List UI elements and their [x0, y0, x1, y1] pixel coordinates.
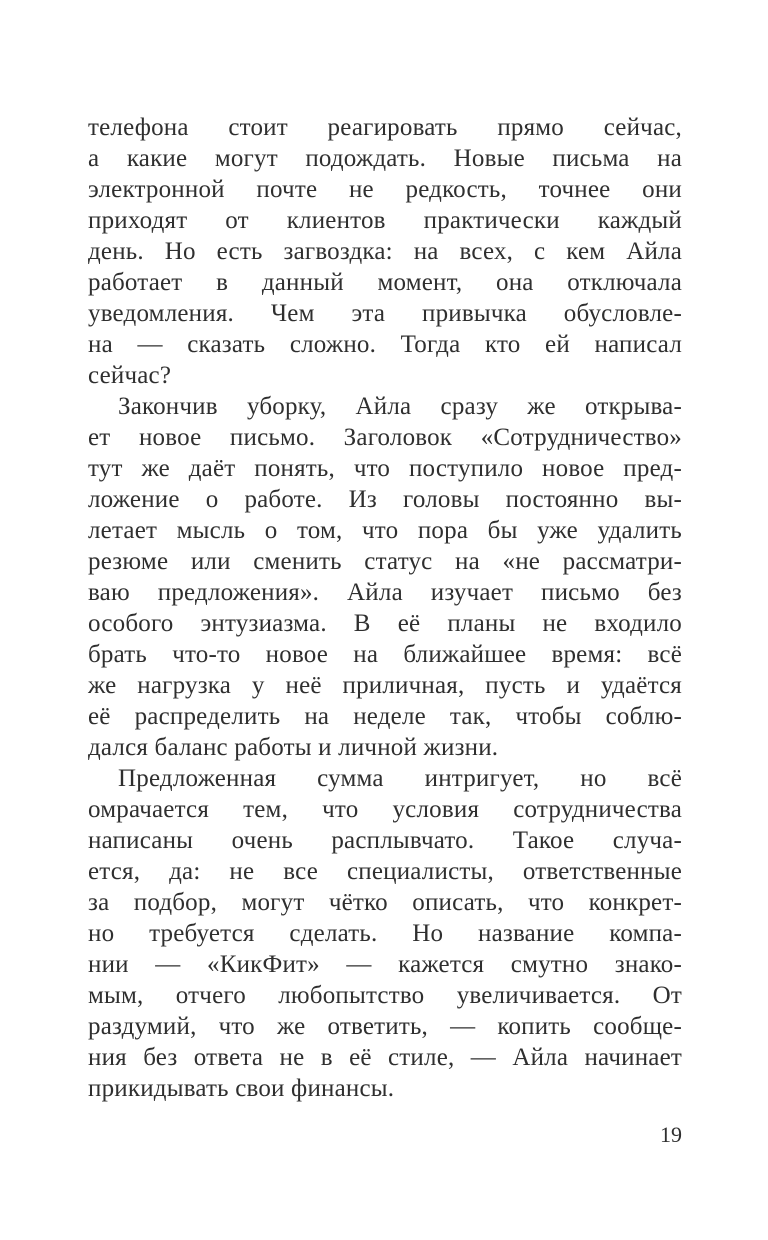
text-line: ложение о работе. Из головы постоянно вы-: [88, 486, 682, 513]
text-line: же нагрузка у неё приличная, пусть и удаётся: [88, 672, 682, 699]
paragraph-1: [88, 112, 682, 391]
text-line: летает мысль о том, что пора бы уже удалить: [88, 517, 682, 544]
text-line: омрачается тем, что условия сотрудничества: [88, 796, 682, 823]
text-line: сейчас?: [88, 362, 172, 389]
page-number: 19: [660, 1122, 682, 1147]
text-line: брать что-то новое на ближайшее время: всё: [88, 641, 682, 668]
text-line: нии — «КикФит» — кажется смутно знако-: [88, 951, 682, 978]
text-line: прикидывать свои финансы.: [88, 1075, 395, 1102]
text-line: электронной почте не редкость, точнее они: [88, 176, 682, 203]
text-line: тут же даёт понять, что поступило новое пред-: [88, 455, 682, 482]
text-line: ваю предложения». Айла изучает письмо без: [88, 579, 682, 606]
text-line: за подбор, могут чётко описать, что конкрет-: [88, 889, 682, 916]
text-line: день. Но есть загвоздка: на всех, с кем Айла: [88, 238, 682, 265]
text-line: мым, отчего любопытство увеличивается. От: [88, 982, 682, 1009]
text-line: а какие могут подождать. Новые письма на: [88, 145, 682, 172]
paragraph-2: [88, 391, 682, 763]
text-line: телефона стоит реагировать прямо сейчас,: [88, 114, 682, 141]
text-line: особого энтузиазма. В её планы не входило: [88, 610, 682, 637]
text-line: Закончив уборку, Айла сразу же открыва-: [118, 393, 682, 420]
text-line: её распределить на неделе так, чтобы соблю-: [88, 703, 682, 730]
text-line: дался баланс работы и личной жизни.: [88, 734, 499, 761]
text-line: ется, да: не все специалисты, ответственные: [88, 858, 682, 885]
text-line: приходят от клиентов практически каждый: [88, 207, 682, 234]
text-line: на — сказать сложно. Тогда кто ей написал: [88, 331, 682, 358]
text-line: резюме или сменить статус на «не рассматри-: [88, 548, 682, 575]
text-line: уведомления. Чем эта привычка обусловле-: [88, 300, 682, 327]
page-text: [88, 112, 682, 1104]
text-line: написаны очень расплывчато. Такое случа-: [88, 827, 682, 854]
text-line: но требуется сделать. Но название компа-: [88, 920, 682, 947]
text-line: работает в данный момент, она отключала: [88, 269, 682, 296]
text-line: Предложенная сумма интригует, но всё: [118, 765, 682, 792]
text-line: ния без ответа не в её стиле, — Айла начинает: [88, 1044, 682, 1071]
paragraph-3: [88, 763, 682, 1104]
text-line: ет новое письмо. Заголовок «Сотрудничество»: [88, 424, 682, 451]
text-line: раздумий, что же ответить, — копить сообще-: [88, 1013, 682, 1040]
